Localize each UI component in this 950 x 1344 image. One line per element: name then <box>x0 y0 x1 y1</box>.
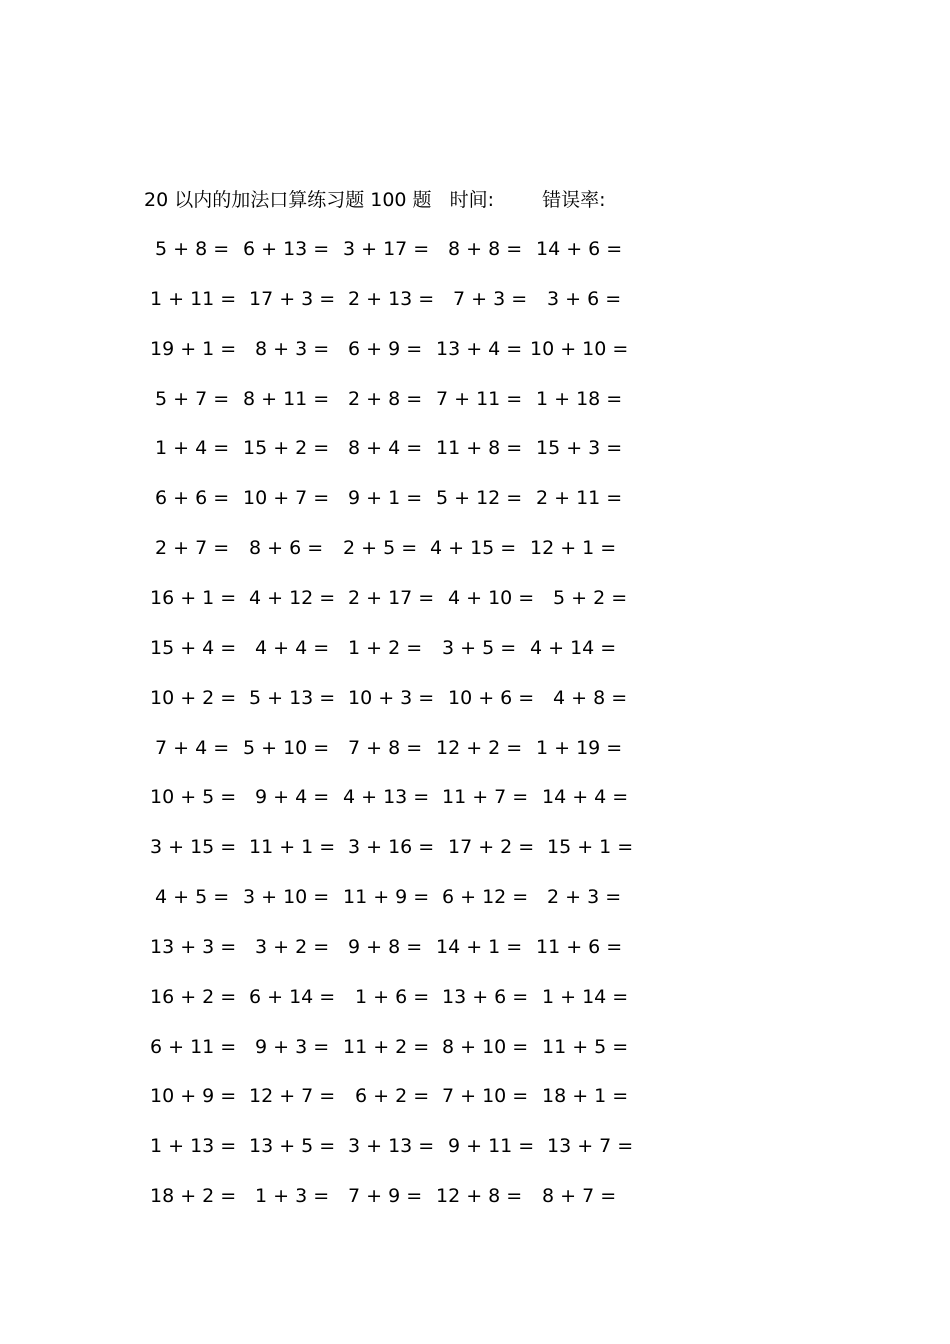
problem-item: 9 + 1 = <box>348 487 423 509</box>
problem-item: 5 + 10 = <box>243 737 330 759</box>
problem-item: 12 + 7 = <box>249 1085 336 1107</box>
problem-item: 6 + 6 = <box>155 487 230 509</box>
problem-item: 4 + 5 = <box>155 886 230 908</box>
problem-item: 5 + 7 = <box>155 388 230 410</box>
problem-item: 17 + 2 = <box>448 836 535 858</box>
problem-item: 2 + 5 = <box>343 537 418 559</box>
problem-item: 5 + 13 = <box>249 687 336 709</box>
problem-item: 2 + 13 = <box>348 288 435 310</box>
problem-item: 6 + 9 = <box>348 338 423 360</box>
problem-item: 12 + 8 = <box>436 1185 523 1207</box>
problem-item: 11 + 2 = <box>343 1036 430 1058</box>
problem-item: 10 + 10 = <box>530 338 629 360</box>
problem-item: 2 + 7 = <box>155 537 230 559</box>
problem-item: 16 + 2 = <box>150 986 237 1008</box>
problem-item: 4 + 13 = <box>343 786 430 808</box>
problem-item: 1 + 14 = <box>542 986 629 1008</box>
problem-item: 9 + 11 = <box>448 1135 535 1157</box>
problem-item: 8 + 11 = <box>243 388 330 410</box>
problem-item: 9 + 8 = <box>348 936 423 958</box>
problem-item: 11 + 5 = <box>542 1036 629 1058</box>
problem-item: 8 + 3 = <box>255 338 330 360</box>
problem-item: 4 + 10 = <box>448 587 535 609</box>
problem-item: 1 + 4 = <box>155 437 230 459</box>
problem-item: 3 + 15 = <box>150 836 237 858</box>
problem-item: 7 + 11 = <box>436 388 523 410</box>
problem-item: 14 + 1 = <box>436 936 523 958</box>
problem-item: 7 + 10 = <box>442 1085 529 1107</box>
problem-item: 8 + 6 = <box>249 537 324 559</box>
problem-item: 13 + 5 = <box>249 1135 336 1157</box>
problem-item: 3 + 10 = <box>243 886 330 908</box>
problem-item: 6 + 14 = <box>249 986 336 1008</box>
problem-item: 5 + 8 = <box>155 238 230 260</box>
problem-item: 18 + 1 = <box>542 1085 629 1107</box>
problem-item: 16 + 1 = <box>150 587 237 609</box>
problem-item: 10 + 2 = <box>150 687 237 709</box>
problem-item: 12 + 1 = <box>530 537 617 559</box>
problem-item: 3 + 13 = <box>348 1135 435 1157</box>
problem-item: 3 + 16 = <box>348 836 435 858</box>
problem-item: 4 + 14 = <box>530 637 617 659</box>
problem-item: 3 + 6 = <box>547 288 622 310</box>
problem-item: 2 + 11 = <box>536 487 623 509</box>
problem-item: 13 + 4 = <box>436 338 523 360</box>
problem-item: 2 + 17 = <box>348 587 435 609</box>
problem-item: 7 + 4 = <box>155 737 230 759</box>
problem-item: 19 + 1 = <box>150 338 237 360</box>
problem-item: 13 + 6 = <box>442 986 529 1008</box>
problem-item: 1 + 11 = <box>150 288 237 310</box>
error-rate-label: 错误率: <box>542 189 606 211</box>
problem-item: 11 + 1 = <box>249 836 336 858</box>
problem-item: 11 + 9 = <box>343 886 430 908</box>
problem-item: 3 + 5 = <box>442 637 517 659</box>
problem-item: 6 + 13 = <box>243 238 330 260</box>
problem-item: 11 + 6 = <box>536 936 623 958</box>
worksheet-title: 20 以内的加法口算练习题 100 题 <box>144 189 432 211</box>
problem-item: 5 + 2 = <box>553 587 628 609</box>
problem-item: 6 + 11 = <box>150 1036 237 1058</box>
problem-item: 11 + 7 = <box>442 786 529 808</box>
problem-item: 14 + 6 = <box>536 238 623 260</box>
problem-item: 3 + 2 = <box>255 936 330 958</box>
problem-item: 7 + 3 = <box>453 288 528 310</box>
problem-item: 5 + 12 = <box>436 487 523 509</box>
problem-item: 8 + 7 = <box>542 1185 617 1207</box>
problem-item: 1 + 19 = <box>536 737 623 759</box>
problem-item: 4 + 4 = <box>255 637 330 659</box>
problem-item: 10 + 7 = <box>243 487 330 509</box>
problem-item: 4 + 15 = <box>430 537 517 559</box>
problem-item: 15 + 1 = <box>547 836 634 858</box>
problem-item: 4 + 8 = <box>553 687 628 709</box>
problem-item: 6 + 2 = <box>355 1085 430 1107</box>
problem-item: 13 + 7 = <box>547 1135 634 1157</box>
problem-item: 2 + 8 = <box>348 388 423 410</box>
problem-item: 1 + 6 = <box>355 986 430 1008</box>
problem-item: 2 + 3 = <box>547 886 622 908</box>
time-label: 时间: <box>449 189 495 211</box>
problem-item: 15 + 2 = <box>243 437 330 459</box>
problem-item: 4 + 12 = <box>249 587 336 609</box>
problem-item: 3 + 17 = <box>343 238 430 260</box>
problem-item: 1 + 2 = <box>348 637 423 659</box>
problem-item: 13 + 3 = <box>150 936 237 958</box>
problem-item: 10 + 6 = <box>448 687 535 709</box>
problem-item: 9 + 3 = <box>255 1036 330 1058</box>
problem-item: 15 + 3 = <box>536 437 623 459</box>
problem-item: 12 + 2 = <box>436 737 523 759</box>
problem-item: 1 + 13 = <box>150 1135 237 1157</box>
problem-item: 15 + 4 = <box>150 637 237 659</box>
problem-item: 18 + 2 = <box>150 1185 237 1207</box>
problem-item: 7 + 9 = <box>348 1185 423 1207</box>
problem-item: 10 + 9 = <box>150 1085 237 1107</box>
problem-item: 1 + 3 = <box>255 1185 330 1207</box>
problem-item: 14 + 4 = <box>542 786 629 808</box>
problem-item: 8 + 4 = <box>348 437 423 459</box>
problem-item: 17 + 3 = <box>249 288 336 310</box>
problem-item: 7 + 8 = <box>348 737 423 759</box>
problem-item: 10 + 5 = <box>150 786 237 808</box>
problem-item: 6 + 12 = <box>442 886 529 908</box>
problem-item: 1 + 18 = <box>536 388 623 410</box>
problem-item: 8 + 8 = <box>448 238 523 260</box>
problem-item: 8 + 10 = <box>442 1036 529 1058</box>
problem-item: 10 + 3 = <box>348 687 435 709</box>
problem-item: 11 + 8 = <box>436 437 523 459</box>
problem-item: 9 + 4 = <box>255 786 330 808</box>
